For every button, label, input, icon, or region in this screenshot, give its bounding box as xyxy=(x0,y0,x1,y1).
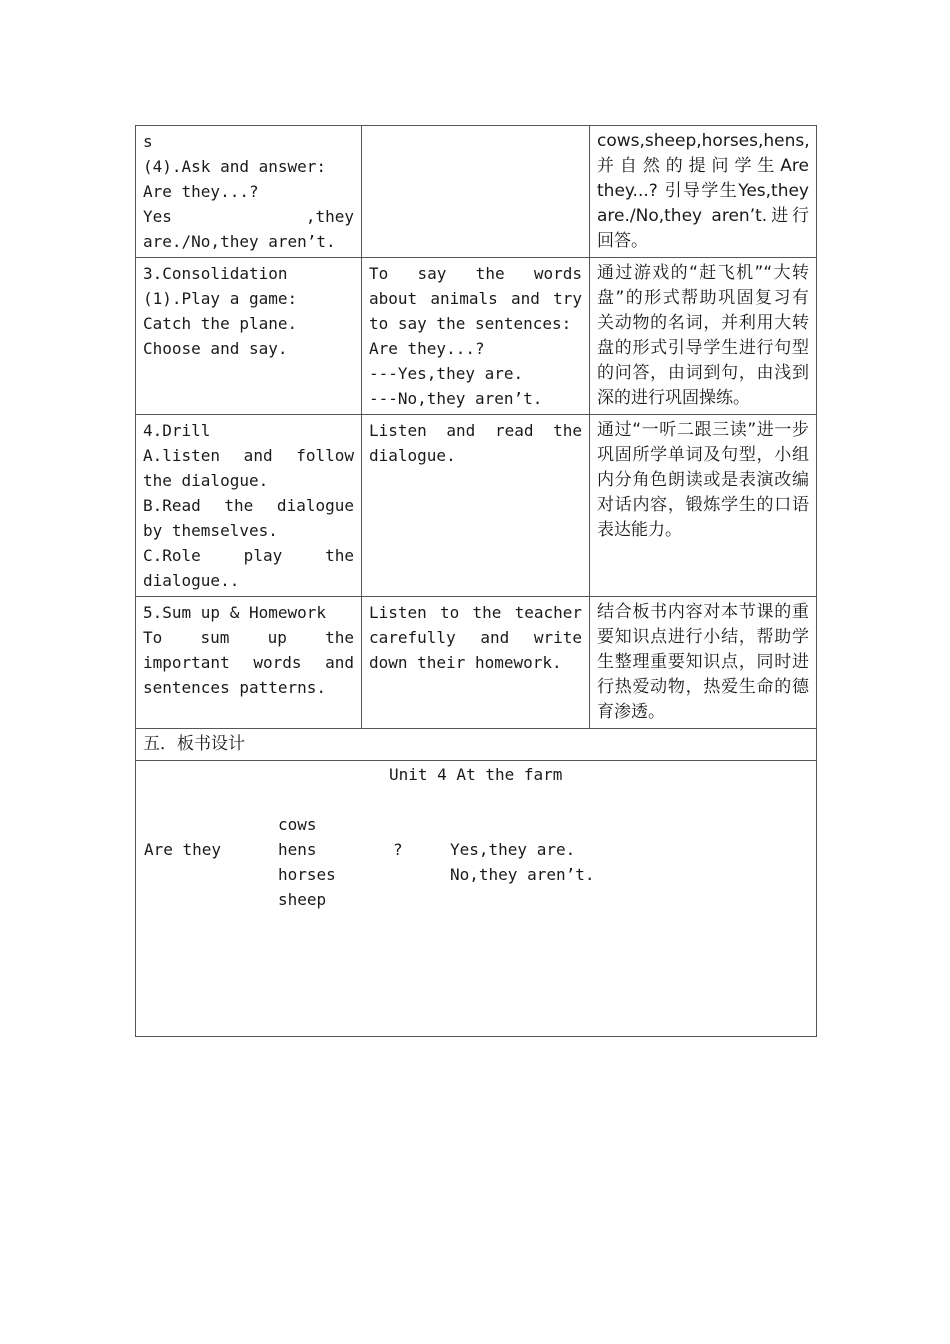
procedure-line: 4.Drill xyxy=(143,421,211,440)
purpose-cell xyxy=(590,258,817,415)
student-activity-cell xyxy=(362,126,590,258)
procedure-line: C.Role play the xyxy=(143,546,354,565)
purpose-cell xyxy=(590,415,817,597)
activity-line: ---No,they aren’t. xyxy=(369,389,543,408)
table-row xyxy=(136,126,817,258)
purpose-text: 通过“一听二跟三读”进一步巩固所学单词及句型，小组内分角色朗读或是表演改编对话内容，锻炼学生的口语表达能力。 xyxy=(597,420,809,540)
purpose-text: cows,sheep,horses,hens,并自然的提问学生Are they...? 引导学生Yes,they are./No,they aren’t.进行回答。 xyxy=(597,131,810,251)
student-activity-cell xyxy=(362,258,590,415)
board-question-mark: ? xyxy=(393,840,403,859)
board-answer: Yes,they are. xyxy=(450,840,576,859)
board-animal: sheep xyxy=(278,890,327,909)
procedure-line: Catch the plane. xyxy=(143,314,298,333)
board-answer: No,they aren’t. xyxy=(450,865,595,884)
procedure-line: Are they...? xyxy=(143,182,259,201)
procedure-line: A.listen and follow xyxy=(143,446,354,465)
procedure-line: 3.Consolidation xyxy=(143,264,288,283)
purpose-cell xyxy=(590,597,817,729)
activity-line: about animals and try xyxy=(369,289,582,308)
blackboard-cell xyxy=(136,761,817,1037)
activity-line: To say the words xyxy=(369,264,582,283)
procedure-line: (4).Ask and answer: xyxy=(143,157,327,176)
procedure-cell xyxy=(136,258,362,415)
purpose-text: 结合板书内容对本节课的重要知识点进行小结，帮助学生整理重要知识点，同时进行热爱动物，热爱生命的德育渗透。 xyxy=(597,602,809,722)
procedure-cell xyxy=(136,126,362,258)
procedure-line: important words and xyxy=(143,653,354,672)
activity-line: carefully and write xyxy=(369,628,582,647)
activity-line: Are they...? xyxy=(369,339,485,358)
procedure-line: (1).Play a game: xyxy=(143,289,298,308)
procedure-line: 5.Sum up & Homework xyxy=(143,603,327,622)
section-title-cell xyxy=(136,729,817,761)
procedure-line: Choose and say. xyxy=(143,339,288,358)
procedure-cell xyxy=(136,597,362,729)
table-row xyxy=(136,761,817,1037)
table-row xyxy=(136,258,817,415)
student-activity-cell xyxy=(362,415,590,597)
purpose-text: 通过游戏的“赶飞机”“大转盘”的形式帮助巩固复习有关动物的名词，并利用大转盘的形式引导学生进行句型的问答，由词到句，由浅到深的进行巩固操练。 xyxy=(597,263,809,408)
board-animal: hens xyxy=(278,840,317,859)
procedure-line: are./No,they aren’t. xyxy=(143,232,336,251)
purpose-cell xyxy=(590,126,817,258)
procedure-line: Yes ,they xyxy=(143,207,354,226)
procedure-line: To sum up the xyxy=(143,628,354,647)
blackboard-design xyxy=(136,761,816,1036)
procedure-line: sentences patterns. xyxy=(143,678,327,697)
procedure-line: the dialogue. xyxy=(143,471,269,490)
activity-line: dialogue. xyxy=(369,446,456,465)
lesson-plan-table xyxy=(135,125,817,1037)
activity-line: Listen to the teacher xyxy=(369,603,582,622)
activity-line: down their homework. xyxy=(369,653,562,672)
board-prefix: Are they xyxy=(144,840,222,859)
board-title: Unit 4 At the farm xyxy=(389,765,563,784)
procedure-line: B.Read the dialogue xyxy=(143,496,354,515)
table-row xyxy=(136,729,817,761)
table-row xyxy=(136,597,817,729)
table-row xyxy=(136,415,817,597)
board-animal: horses xyxy=(278,865,336,884)
procedure-line: by themselves. xyxy=(143,521,278,540)
board-animal: cows xyxy=(278,815,317,834)
procedure-cell xyxy=(136,415,362,597)
procedure-line: dialogue.. xyxy=(143,571,240,590)
activity-line: Listen and read the xyxy=(369,421,582,440)
section-title: 五．板书设计 xyxy=(143,734,245,754)
activity-line: ---Yes,they are. xyxy=(369,364,524,383)
activity-line: to say the sentences: xyxy=(369,314,572,333)
student-activity-cell xyxy=(362,597,590,729)
procedure-line: s xyxy=(143,132,153,151)
